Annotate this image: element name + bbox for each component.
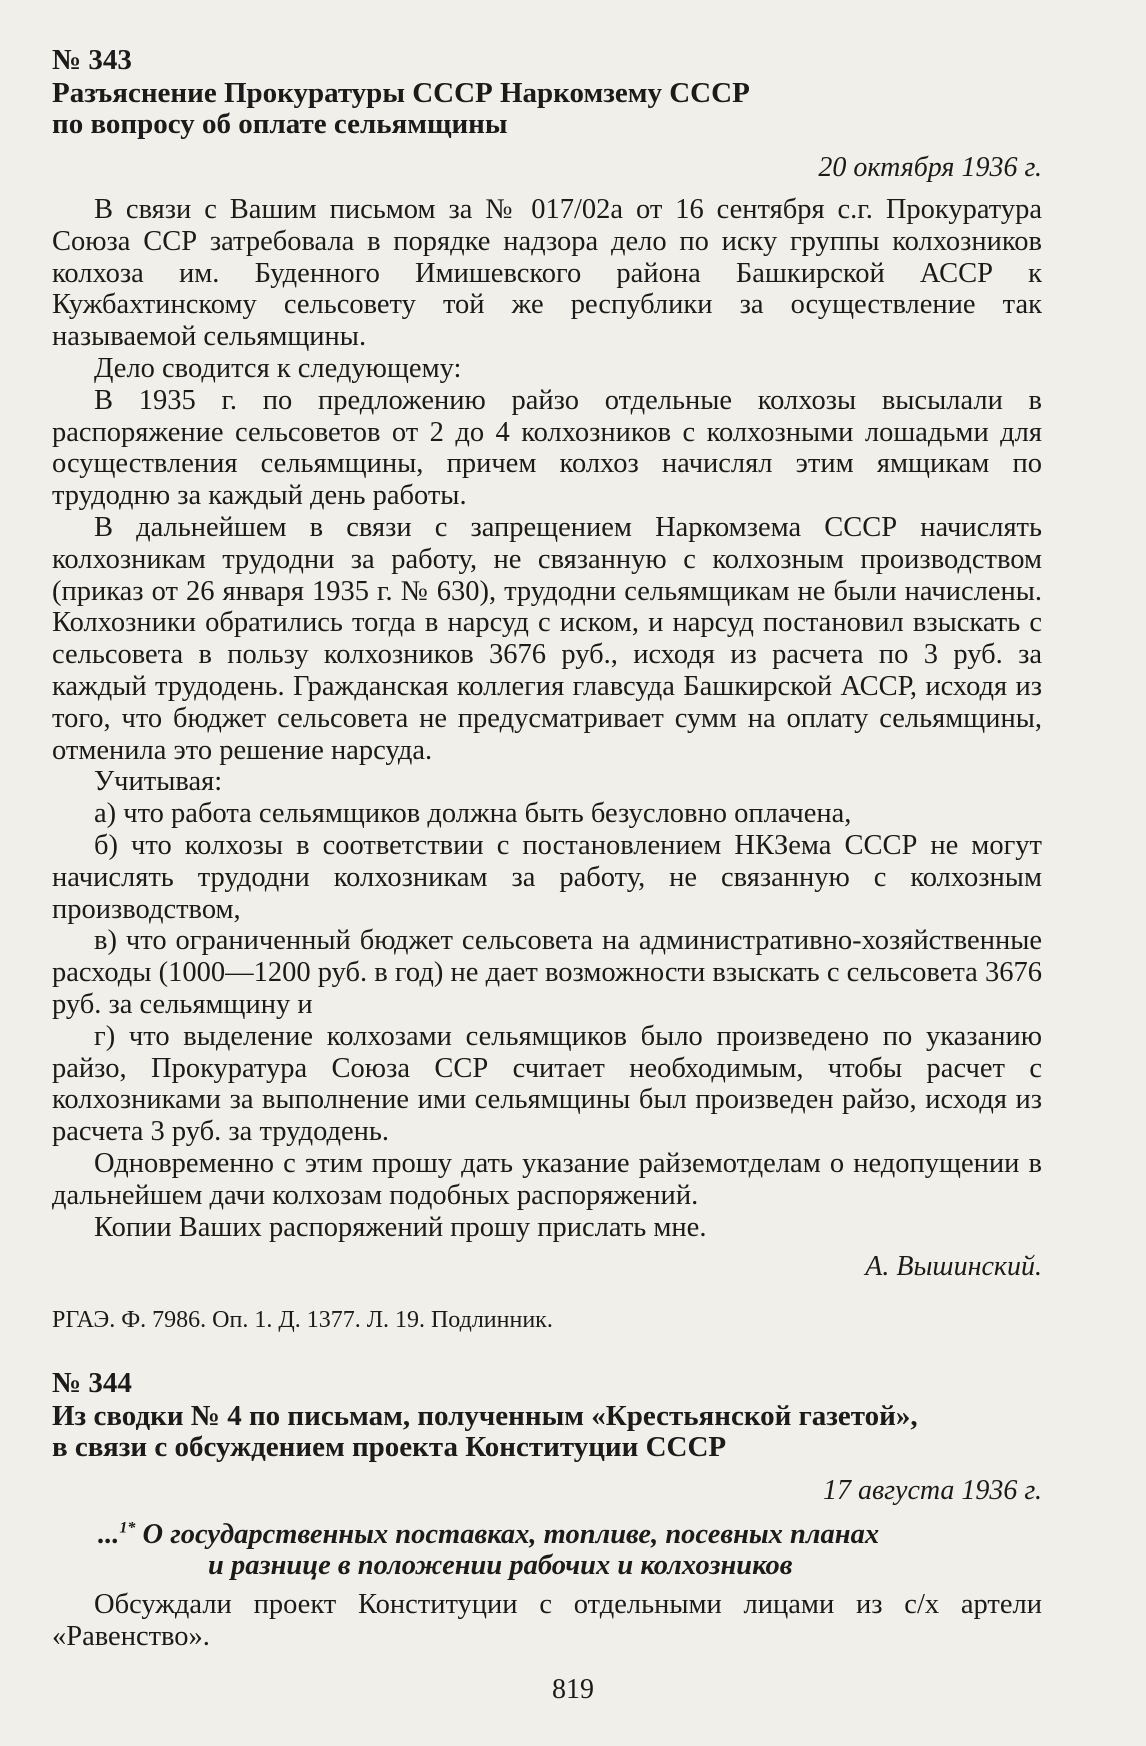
document-title-344-line1: Из сводки № 4 по письмам, полученным «Крестьянской газетой», (52, 1400, 918, 1433)
paragraph: Одновременно с этим прошу дать указание райземотделам о недопущении в дальнейшем дачи колхозам подобных распоряжений. (52, 1147, 1042, 1211)
document-date-343: 20 октября 1936 г. (818, 152, 1042, 183)
text-column (52, 42, 1042, 1653)
signature: А. Вышинский. (865, 1251, 1042, 1283)
archive-source: РГАЭ. Ф. 7986. Оп. 1. Д. 1377. Л. 19. Подлинник. (52, 1307, 553, 1334)
paragraph: Дело сводится к следующему: (94, 352, 462, 384)
document-number-343: № 343 (52, 44, 132, 76)
subheading-line1: О государственных поставках, топливе, посевных планах (135, 1519, 880, 1551)
list-item: а) что работа сельямщиков должна быть безусловно оплачена, (94, 798, 852, 830)
document-number-344: № 344 (52, 1367, 132, 1400)
paragraph: В связи с Вашим письмом за № 017/02а от 16 сентября с.г. Прокуратура Союза ССР затребовала в порядке надзора дело по иску группы колхозников колхоза им. Буденного Имишевского района Башкирской АССР к Кужбахтинскому сельсовету той же республики за осуществление так называемой сельямщины. (52, 194, 1042, 353)
paragraph: Копии Ваших распоряжений прошу прислать мне. (94, 1211, 707, 1243)
list-item: в) что ограниченный бюджет сельсовета на административно-хозяйственные расходы (1000—1200 руб. в год) не дает возможности взыскать с сельсовета 3676 руб. за сельямщину и (52, 925, 1042, 1020)
list-item: г) что выделение колхозами сельямщиков было произведено по указанию райзо, Прокуратура Союза ССР считает необходимым, чтобы расчет с колхозниками за выполнение ими сельямщины был произведен райзо, исходя из расчета 3 руб. за трудодень. (52, 1020, 1042, 1148)
document-date-344: 17 августа 1936 г. (822, 1475, 1042, 1507)
document-title-343-line1: Разъяснение Прокуратуры СССР Наркомзему СССР (52, 77, 750, 109)
section-subheading (52, 1519, 1042, 1581)
paragraph: Учитывая: (94, 766, 223, 798)
page-number: 819 (552, 1674, 594, 1705)
list-item: б) что колхозы в соответствии с постановлением НКЗема СССР не могут начислять трудодни колхозникам за работу, не связанную с колхозным производством, (52, 829, 1042, 925)
paragraph: В 1935 г. по предложению райзо отдельные колхозы высылали в распоряжение сельсоветов от 2 до 4 колхозников с колхозными лошадьми для осуществления сельямщины, причем колхоз начислял этим ямщикам по трудодню за каждый день работы. (52, 384, 1042, 512)
subheading-ellipsis: ... (98, 1519, 120, 1551)
document-title-344-line2: в связи с обсуждением проекта Конституции СССР (52, 1431, 727, 1464)
document-title-343-line2: по вопросу об оплате сельямщины (52, 108, 508, 140)
paragraph: В дальнейшем в связи с запрещением Наркомзема СССР начислять колхозникам трудодни за работу, не связанную с колхозным производством (приказ от 26 января 1935 г. № 630), трудодни сельямщикам не были начислены. Колхозники обратились тогда в нарсуд с иском, и нарсуд постановил взыскать с сельсовета в пользу колхозников 3676 руб., исходя из расчета по 3 руб. за каждый трудодень. Гражданская коллегия главсуда Башкирской АССР, исходя из того, что бюджет сельсовета не предусматривает сумм на оплату сельямщины, отменила это решение нарсуда. (52, 511, 1042, 766)
footnote-marker: 1* (119, 1519, 136, 1537)
subheading-line2: и разнице в положении рабочих и колхозников (208, 1550, 793, 1582)
paragraph: Обсуждали проект Конституции с отдельными лицами из с/х артели «Равенство». (52, 1589, 1042, 1653)
